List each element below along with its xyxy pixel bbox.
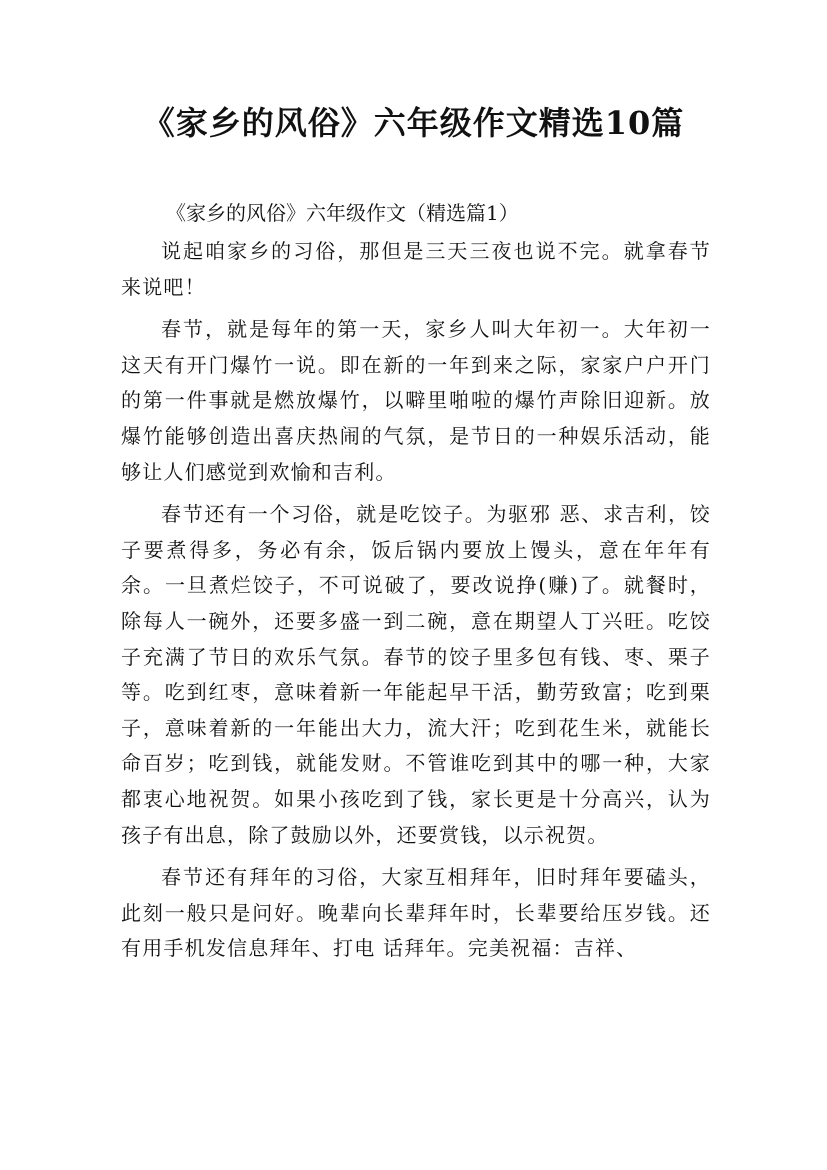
section-heading: 《家乡的风俗》六年级作文（精选篇1） — [166, 201, 519, 225]
paragraph-3: 春节还有一个习俗，就是吃饺子。为驱邪 恶、求吉利，饺子要煮得多，务必有余，饭后锅内要放上馒头，意在年年有余。一旦煮烂饺子，不可说破了，要改说挣(赚)了。就餐时，除每人一碗外，还要多盛一到二碗，意在期望人丁兴旺。吃饺子充满了节日的欢乐气氛。春节的饺子里多包有钱、枣、栗子等。吃到红枣，意味着新一年能起早干活，勤劳致富；吃到栗子，意味着新的一年能出大力，流大汗；吃到花生米，就能长命百岁；吃到钱，就能发财。不管谁吃到其中的哪一种，大家都衷心地祝贺。如果小孩吃到了钱，家长更是十分高兴，认为孩子有出息，除了鼓励以外，还要赏钱，以示祝贺。 — [121, 502, 711, 847]
document-title: 《家乡的风俗》六年级作文精选10篇 — [142, 104, 685, 142]
paragraph-1: 说起咱家乡的习俗，那但是三天三夜也说不完。就拿春节来说吧！ — [121, 239, 711, 299]
paragraph-4: 春节还有拜年的习俗，大家互相拜年，旧时拜年要磕头，此刻一般只是问好。晚辈向长辈拜年时，长辈要给压岁钱。还有用手机发信息拜年、打电 话拜年。完美祝福：吉祥、 — [121, 865, 711, 961]
document-body — [121, 234, 711, 974]
paragraph-2: 春节，就是每年的第一天，家乡人叫大年初一。大年初一这天有开门爆竹一说。即在新的一年到来之际，家家户户开门的第一件事就是燃放爆竹，以噼里啪啦的爆竹声除旧迎新。放爆竹能够创造出喜庆热闹的气氛，是节日的一种娱乐活动，能够让人们感觉到欢愉和吉利。 — [121, 317, 711, 484]
